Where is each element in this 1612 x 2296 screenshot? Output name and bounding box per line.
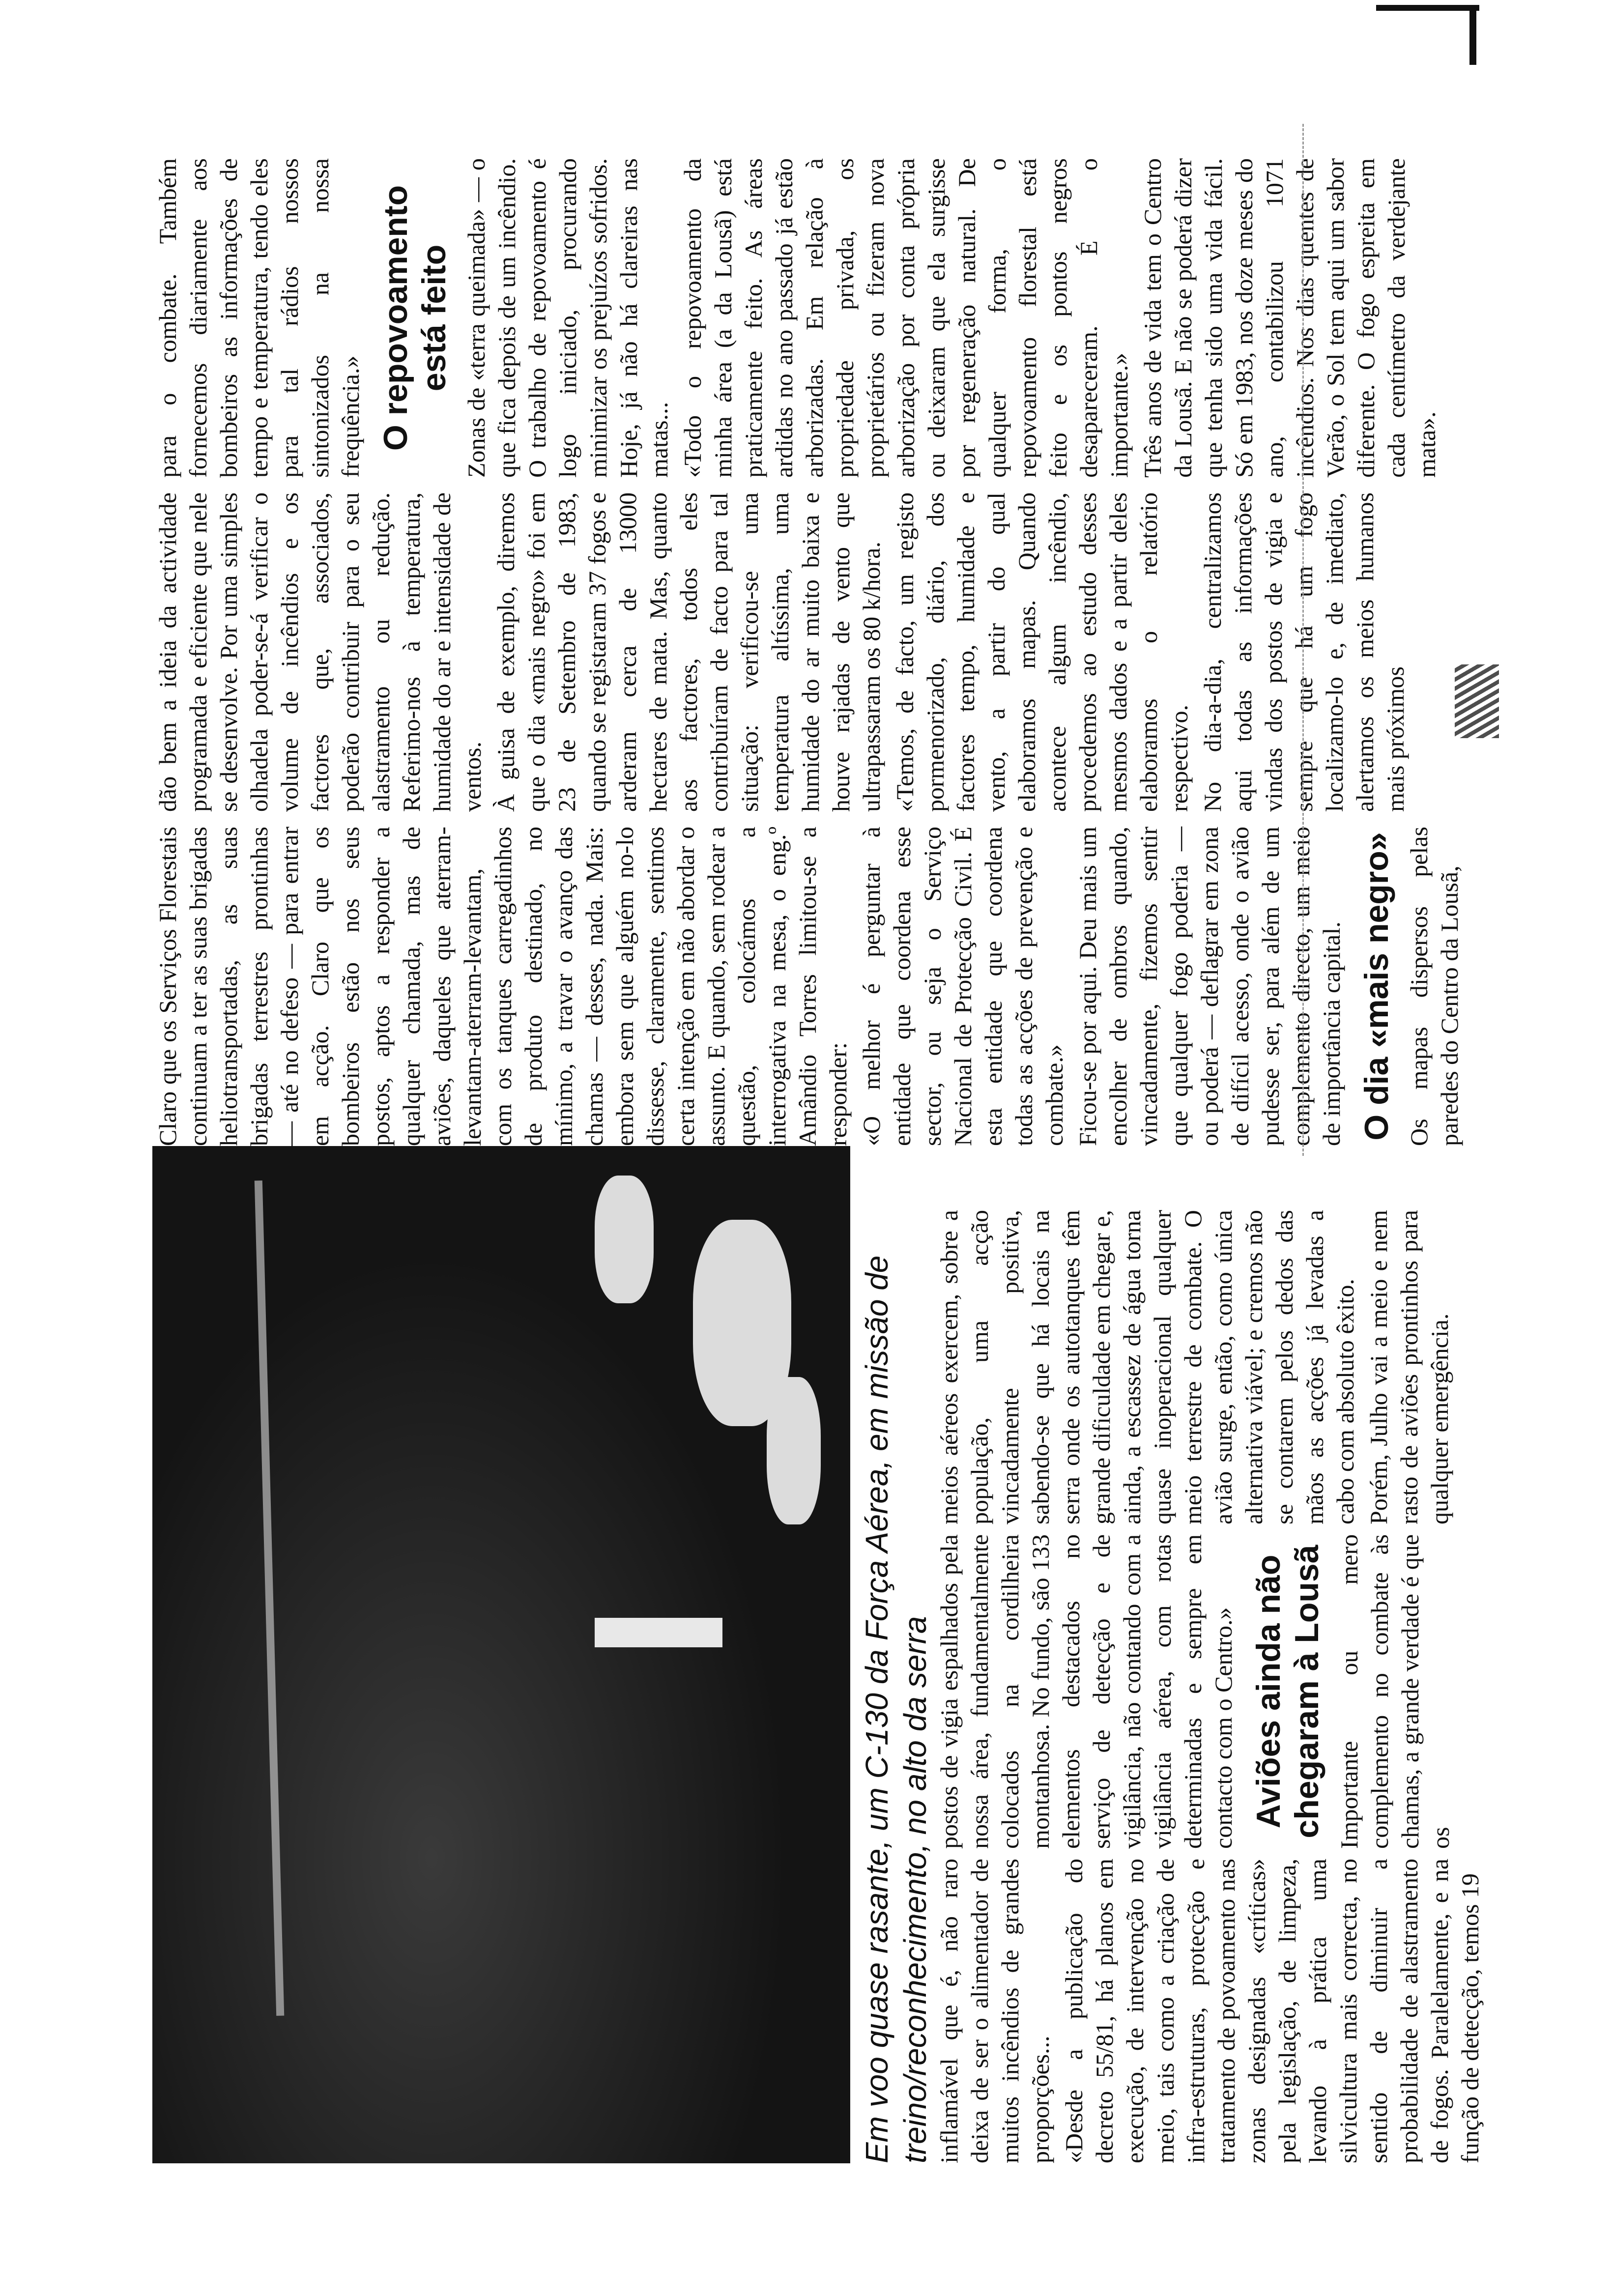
airplane-icon <box>595 1618 722 1647</box>
article-column-3 <box>934 1210 1458 1524</box>
paragraph: Zonas de «terra queimada» — o que fica depois de um incêndio. O trabalho de repovoamento é logo iniciado, procurando minimizar os prejuízos sofridos. Hoje, já não há clareiras nas matas... <box>462 158 673 478</box>
photo-highlight <box>595 1176 654 1303</box>
paragraph: À guisa de exemplo, diremos que o dia «mais negro» foi em 23 de Setembro de 1983, quando se registaram 37 fogos e arderam cerca de 13000 hectares de mata. Mas, quanto aos factores, todos eles contribuíram de facto para tal situação: verificou-se uma temperatura altíssima, uma humidade do ar muito baixa e houve rajadas de vento que ultrapassaram os 80 k/hora. <box>492 492 885 812</box>
paragraph: dão bem a ideia da actividade programada e eficiente que nele se desenvolve. Por uma simples olhadela poder-se-á verificar o volume de incêndios e os factores que, associados, poderão contribuir para o seu alastramento ou redução. Referimo-nos à temperatura, humidade do ar e intensidade de ventos. <box>154 492 486 812</box>
paragraph: Importante ou mero complemento no combate às chamas, a grande verdade é que os <box>1335 1534 1454 1849</box>
article-column-6 <box>152 158 1445 478</box>
page-edge-mark <box>1469 6 1476 65</box>
paragraph: meios aéreos exercem, sobre a população, uma acção vincadamente positiva, sabendo-se que há locais na serra onde os autotanques têm grande dificuldade em chegar e, ainda, a escassez de água torna quase inoperacional qualquer meio terrestre de combate. O avião surge, então, como única alternativa viável; e cremos não se contarem pelos dedos das mãos as acções já levadas a cabo com absoluto êxito. <box>935 1210 1359 1524</box>
decorative-mark <box>1455 664 1499 738</box>
paragraph: «Temos, de facto, um registo pormenorizado, diário, dos factores tempo, humidade e vento, a partir do qual elaboramos mapas. Quando acontece algum incêndio, procedemos ao estudo desses mesmos dados e a partir deles elaboramos o relatório respectivo. <box>891 492 1193 812</box>
article-column-5 <box>152 492 1413 812</box>
paragraph: para o combate. Também fornecemos diariamente aos bombeiros as informações de tempo e temperatura, tendo eles para tal rádios nossos sintonizados na nossa frequência.» <box>154 158 364 478</box>
paragraph: No dia-a-dia, centralizamos aqui todas as informações vindas dos postos de vigia e sempre que há um fogo localizamo-lo e, de imediato, alertamos os meios humanos mais próximos <box>1199 492 1409 812</box>
article-column-4 <box>152 827 1468 1146</box>
page-edge-mark <box>1376 5 1479 11</box>
photo-caption: Em voo quase rasante, um C-130 da Força Aérea, em missão de treino/reconhecimento, no alto da serra <box>859 1255 933 2163</box>
photo-highlight <box>767 1377 821 1524</box>
section-heading: O dia «mais negro» <box>1358 832 1395 1141</box>
paragraph: «Desde a publicação do decreto 55/81, há planos em execução, de intervenção no meio, tais como a criação de infra-estruturas, protecção e tratamento de povoamento nas zonas designadas «críticas» pela legislação, de limpeza, levando à prática uma silvicultura mais correcta, no sentido de diminuir a probabilidade de alastramento de fogos. Paralelamente, e na função de detecção, temos 19 <box>1060 1859 1484 2163</box>
paragraph: Porém, Julho vai a meio e nem rasto de aviões prontinhos para qualquer emergência. <box>1365 1210 1453 1524</box>
column-divider <box>1302 124 1304 1156</box>
paragraph: inflamável que é, não raro deixa de ser o alimentador de muitos incêndios de grandes proporções... <box>935 1859 1054 2163</box>
article-column-1 <box>934 1859 1488 2163</box>
section-heading: Aviões ainda não chegaram à Lousã <box>1250 1545 1325 1838</box>
section-heading: O repovoamento está feito <box>377 185 453 451</box>
paragraph: Três anos de vida tem o Centro da Lousã. E não se poderá dizer que tenha sido uma vida fácil. Só em 1983, nos doze meses do ano, contabilizou 1071 incêndios. Nos dias quentes de Verão, o Sol tem aqui um sabor diferente. O fogo espreita em cada centímetro da verdejante mata». <box>1139 158 1440 478</box>
paragraph: Ficou-se por aqui. Deu mais um encolher de ombros quando, vincadamente, fizemos sentir que qualquer fogo poderia — ou poderá — deflagrar em zona de difícil acesso, onde o avião pudesse ser, para além de um complemento directo, um meio de importância capital. <box>1074 827 1345 1146</box>
paragraph: «O melhor é perguntar à entidade que coordena esse sector, ou seja o Serviço Nacional de Protecção Civil. É esta entidade que coordena todas as acções de prevenção e combate.» <box>858 827 1068 1146</box>
paragraph: Os mapas dispersos pelas paredes do Centro da Lousã, <box>1405 827 1463 1146</box>
paragraph: postos de vigia espalhados pela nossa área, fundamentalmente colocados na cordilheira montanhosa. No fundo, são 133 elementos destacados no serviço de detecção e de vigilância, não contando com a vigilância aérea, com rotas determinadas e sempre em contacto com o Centro.» <box>935 1534 1237 1849</box>
paragraph: «Todo o repovoamento da minha área (a da Lousã) está praticamente feito. As áreas ardidas no ano passado já estão arborizadas. Em relação à propriedade privada, os proprietários ou fizeram nova arborização por conta própria ou deixaram que ela surgisse por regeneração natural. De qualquer forma, o repovoamento florestal está feito e os pontos negros desapareceram. É o importante.» <box>679 158 1133 478</box>
article-column-2 <box>934 1534 1459 1849</box>
aircraft-photo <box>152 1146 850 2163</box>
paragraph: Claro que os Serviços Florestais continuam a ter as suas brigadas heliotransportadas, as suas brigadas terrestres prontinhas — até no defeso — para entrar em acção. Claro que os bombeiros estão nos seus postos, aptos a responder a qualquer chamada, mas de aviões, daqueles que aterram-levantam-aterram-levantam, com os tanques carregadinhos de produto destinado, no mínimo, a travar o avanço das chamas — desses, nada. Mais: embora sem que alguém no-lo dissesse, claramente, sentimos certa intenção em não abordar o assunto. E quando, sem rodear a questão, colocámos a interrogativa na mesa, o eng.º Amândio Torres limitou-se a responder: <box>154 827 852 1146</box>
